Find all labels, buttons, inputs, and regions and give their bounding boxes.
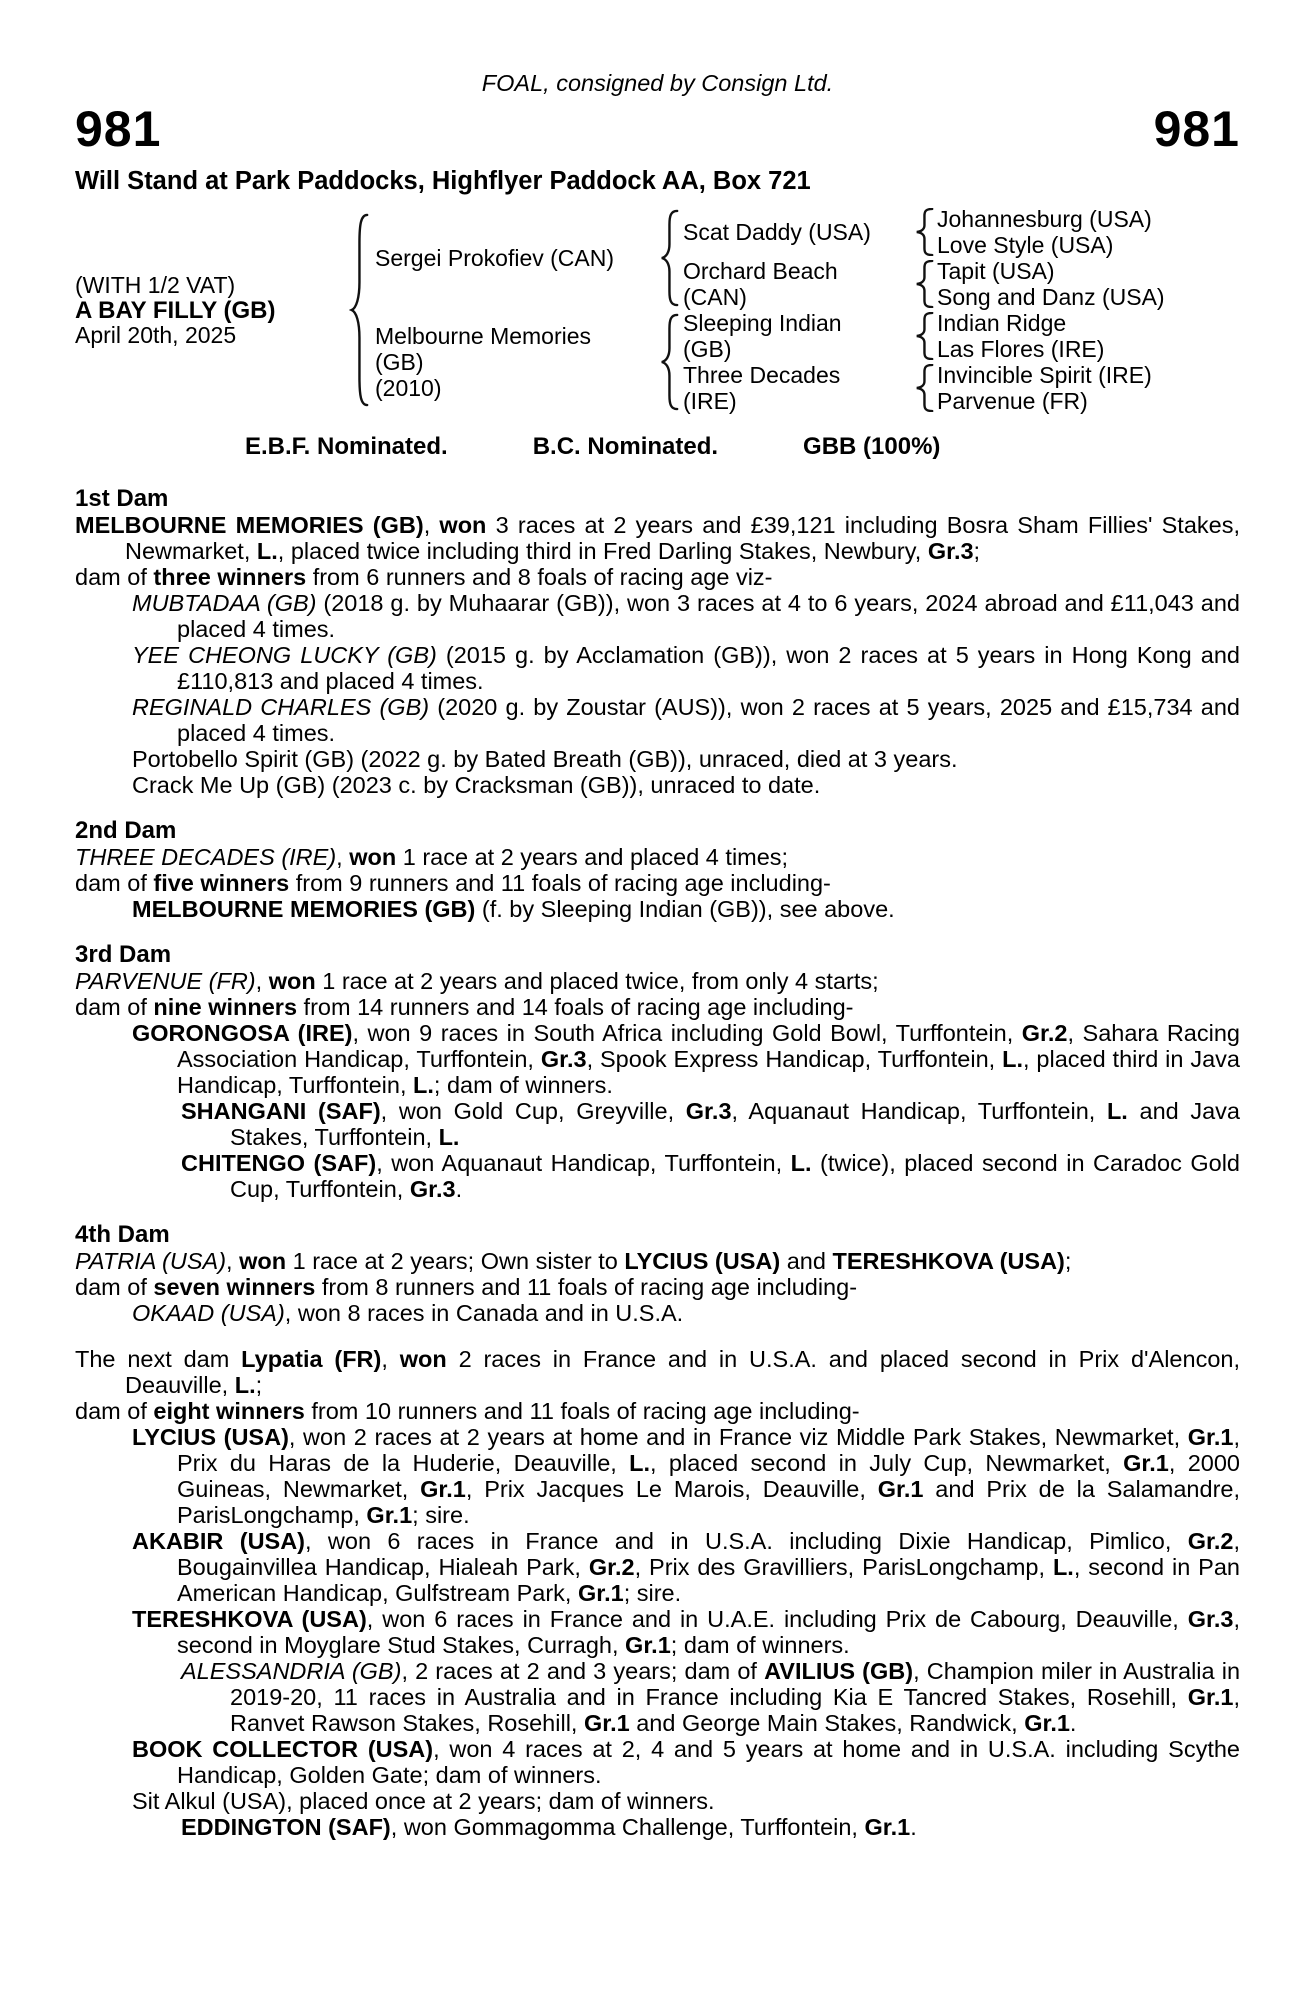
gen3-name: Las Flores (IRE)	[937, 336, 1105, 362]
gen3-name: Tapit (USA)	[937, 258, 1055, 284]
catalogue-paragraph: PARVENUE (FR), won 1 race at 2 years and placed twice, from only 4 starts;	[75, 968, 879, 994]
catalogue-paragraph: Crack Me Up (GB) (2023 c. by Cracksman (GB)), unraced to date.	[132, 772, 821, 798]
dam-section	[75, 486, 1240, 798]
catalogue-paragraph: EDDINGTON (SAF), won Gommagomma Challenge, Turffontein, Gr.1.	[181, 1814, 917, 1840]
catalogue-paragraph: MELBOURNE MEMORIES (GB) (f. by Sleeping Indian (GB)), see above.	[132, 896, 895, 922]
pedigree-subject	[75, 206, 343, 414]
catalogue-paragraph: dam of three winners from 6 runners and 8 foals of racing age viz-	[75, 564, 773, 590]
catalogue-paragraph: REGINALD CHARLES (GB) (2020 g. by Zoustar (AUS)), won 2 races at 5 years, 2025 and £15,734 and placed 4 times.	[132, 694, 1240, 746]
catalogue-body	[75, 486, 1240, 1840]
pedigree-brace-icon	[655, 310, 683, 414]
gen3-name: Indian Ridge	[937, 310, 1067, 336]
catalogue-paragraph: YEE CHEONG LUCKY (GB) (2015 g. by Acclamation (GB)), won 2 races at 5 years in Hong Kong and £110,813 and placed 4 times.	[132, 642, 1240, 694]
catalogue-paragraph: The next dam Lypatia (FR), won 2 races in France and in U.S.A. and placed second in Prix d'Alencon, Deauville, L.;	[75, 1346, 1240, 1398]
pedigree-brace-icon	[655, 206, 683, 310]
gen2-name: Orchard Beach (CAN)	[683, 258, 838, 310]
catalogue-paragraph: Sit Alkul (USA), placed once at 2 years; dam of winners.	[132, 1788, 715, 1814]
catalogue-paragraph: dam of five winners from 9 runners and 11 foals of racing age including-	[75, 870, 831, 896]
dam-section	[75, 1222, 1240, 1326]
catalogue-paragraph: LYCIUS (USA), won 2 races at 2 years at home and in France viz Middle Park Stakes, Newmarket, Gr.1, Prix du Haras de la Huderie, Deauville, L., placed second in July Cup, Newmarket, Gr.1, 2000 Guineas, Newmarket, Gr.1, Prix Jacques Le Marois, Deauville, Gr.1 and Prix de la Salamandre, ParisLongchamp, Gr.1; sire.	[132, 1424, 1240, 1528]
pedigree-brace-icon	[911, 310, 937, 362]
catalogue-paragraph: MUBTADAA (GB) (2018 g. by Muhaarar (GB)), won 3 races at 4 to 6 years, 2024 abroad and £11,043 and placed 4 times.	[132, 590, 1240, 642]
pedigree-table	[75, 206, 1240, 414]
dam-heading: 1st Dam	[75, 485, 169, 512]
dam-heading: 3rd Dam	[75, 941, 172, 968]
gbb-label: GBB (100%)	[803, 433, 941, 460]
gen3-name: Love Style (USA)	[937, 232, 1114, 258]
nominations-row	[75, 432, 1240, 462]
pedigree-brace-icon	[911, 206, 937, 258]
vat-note: (WITH 1/2 VAT)	[75, 271, 236, 298]
ebf-nominated-label: E.B.F. Nominated.	[245, 433, 448, 460]
consignor-line: FOAL, consigned by Consign Ltd.	[481, 70, 834, 96]
dam-heading: 2nd Dam	[75, 817, 177, 844]
pedigree-brace-icon	[343, 206, 375, 414]
dam-section	[75, 1346, 1240, 1840]
horse-name: A BAY FILLY (GB)	[75, 296, 276, 324]
catalogue-paragraph: GORONGOSA (IRE), won 9 races in South Africa including Gold Bowl, Turffontein, Gr.2, Sahara Racing Association Handicap, Turffontein, Gr.3, Spook Express Handicap, Turffontein, L., placed third in Java Handicap, Turffontein, L.; dam of winners.	[132, 1020, 1240, 1098]
dam-name: Melbourne Memories (GB) (2010)	[375, 323, 592, 401]
dam-section	[75, 942, 1240, 1202]
catalogue-paragraph: dam of nine winners from 14 runners and 14 foals of racing age including-	[75, 994, 854, 1020]
pedigree-brace-icon	[911, 258, 937, 310]
catalogue-paragraph: PATRIA (USA), won 1 race at 2 years; Own sister to LYCIUS (USA) and TERESHKOVA (USA);	[75, 1248, 1072, 1274]
catalogue-paragraph: TERESHKOVA (USA), won 6 races in France and in U.A.E. including Prix de Cabourg, Deauville, Gr.3, second in Moyglare Stud Stakes, Curragh, Gr.1; dam of winners.	[132, 1606, 1240, 1658]
lot-number-right: 981	[1153, 101, 1240, 157]
lot-number-row	[75, 101, 1240, 157]
catalogue-paragraph: AKABIR (USA), won 6 races in France and in U.S.A. including Dixie Handicap, Pimlico, Gr.2, Bougainvillea Handicap, Hialeah Park, Gr.2, Prix des Gravilliers, ParisLongchamp, L., second in Pan American Handicap, Gulfstream Park, Gr.1; sire.	[132, 1528, 1240, 1606]
gen3-name: Johannesburg (USA)	[937, 206, 1152, 232]
dam-section	[75, 818, 1240, 922]
gen3-name: Song and Danz (USA)	[937, 284, 1165, 310]
gen2-name: Three Decades (IRE)	[683, 362, 841, 414]
dam-heading: 4th Dam	[75, 1221, 170, 1248]
catalogue-paragraph: THREE DECADES (IRE), won 1 race at 2 years and placed 4 times;	[75, 844, 789, 870]
sire-name: Sergei Prokofiev (CAN)	[375, 245, 615, 271]
catalogue-paragraph: OKAAD (USA), won 8 races in Canada and in U.S.A.	[132, 1300, 684, 1326]
bc-nominated-label: B.C. Nominated.	[532, 433, 719, 460]
catalogue-paragraph: BOOK COLLECTOR (USA), won 4 races at 2, 4 and 5 years at home and in U.S.A. including Scythe Handicap, Golden Gate; dam of winners.	[132, 1736, 1240, 1788]
catalogue-paragraph: SHANGANI (SAF), won Gold Cup, Greyville, Gr.3, Aquanaut Handicap, Turffontein, L. and Java Stakes, Turffontein, L.	[181, 1098, 1240, 1150]
foal-date: April 20th, 2025	[75, 321, 237, 348]
gen3-name: Parvenue (FR)	[937, 388, 1088, 414]
gen3-name: Invincible Spirit (IRE)	[937, 362, 1152, 388]
lot-number-left: 981	[75, 101, 162, 157]
gen2-name: Scat Daddy (USA)	[683, 219, 871, 245]
catalogue-paragraph: dam of eight winners from 10 runners and 11 foals of racing age including-	[75, 1398, 860, 1424]
catalogue-paragraph: ALESSANDRIA (GB), 2 races at 2 and 3 years; dam of AVILIUS (GB), Champion miler in Australia in 2019-20, 11 races in Australia and in France including Kia E Tancred Stakes, Rosehill, Gr.1, Ranvet Rawson Stakes, Rosehill, Gr.1 and George Main Stakes, Randwick, Gr.1.	[181, 1658, 1241, 1736]
gen2-name: Sleeping Indian (GB)	[683, 310, 842, 362]
pedigree-brace-icon	[911, 362, 937, 414]
catalogue-paragraph: MELBOURNE MEMORIES (GB), won 3 races at 2 years and £39,121 including Bosra Sham Fillies' Stakes, Newmarket, L., placed twice including third in Fred Darling Stakes, Newbury, Gr.3;	[75, 512, 1240, 564]
stand-location-line: Will Stand at Park Paddocks, Highflyer Paddock AA, Box 721	[75, 167, 811, 195]
catalogue-paragraph: dam of seven winners from 8 runners and 11 foals of racing age including-	[75, 1274, 858, 1300]
catalogue-paragraph: CHITENGO (SAF), won Aquanaut Handicap, Turffontein, L. (twice), placed second in Caradoc Gold Cup, Turffontein, Gr.3.	[181, 1150, 1240, 1202]
catalogue-paragraph: Portobello Spirit (GB) (2022 g. by Bated Breath (GB)), unraced, died at 3 years.	[132, 746, 958, 772]
